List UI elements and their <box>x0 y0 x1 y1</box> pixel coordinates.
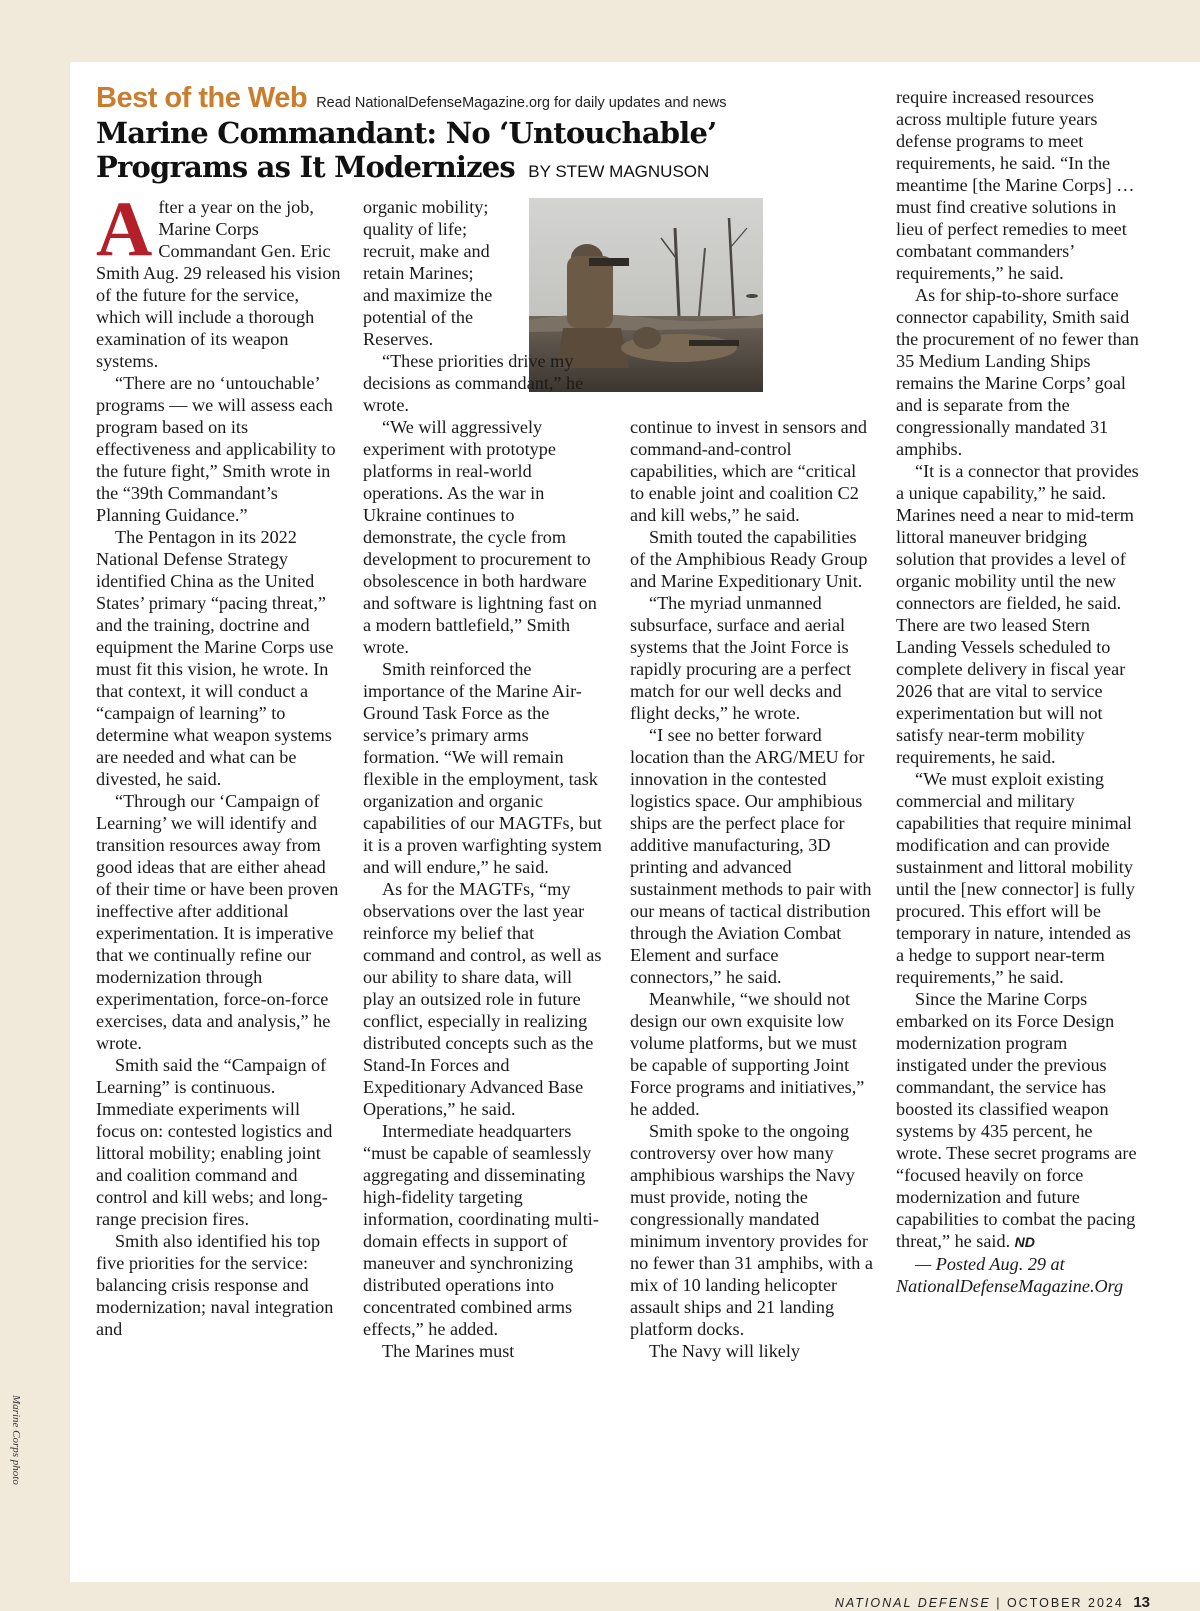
paragraph-9: Smith reinforced the importance of the Marine Air-Ground Task Force as the service’s primary arms formation. “We will remain flexible in the employment, task organization and organic capabilities of our MAGTFs, but it is a proven warfighting system and will endure,” he said. <box>363 659 602 877</box>
paragraph-10: As for the MAGTFs, “my observations over the last year reinforce my belief that command and control, as well as our ability to share data, will play an outsized role in future conflict, especially in realizing distributed concepts such as the Stand-In Forces and Expeditionary Advanced Base Operations,” he said. <box>363 879 602 1119</box>
paragraph-12-cont: continue to invest in sensors and command-and-control capabilities, which are “critical to enable joint and coalition C2 and kill webs,” he said. <box>630 417 867 525</box>
paragraph-17: Smith spoke to the ongoing controversy over how many amphibious warships the Navy must provide, noting the congressionally mandated minimum inventory provides for no fewer than 31 amphibs, with a mix of 10 landing helicopter assault ships and 21 landing platform docks. <box>630 1121 873 1339</box>
paragraph-13: Smith touted the capabilities of the Amphibious Ready Group and Marine Expeditionary Unit. <box>630 527 868 591</box>
paragraph-15: “I see no better forward location than the ARG/MEU for innovation in the contested logistics space. Our amphibious ships are the perfect place for additive manufacturing, 3D printing and advanced sustainment methods to pair with our means of tactical distribution through the Aviation Combat Element and surface connectors,” he said. <box>630 725 872 987</box>
headline-line-1: Marine Commandant: No ‘Untouchable’ <box>96 116 717 150</box>
paragraph-18-cont: require increased resources across multiple future years defense programs to meet requirements, he said. “In the meantime [the Marine Corps] … must find creative solutions in lieu of perfect remedies to meet combatant commanders’ requirements,” he said. <box>896 87 1135 283</box>
photo-credit: Marine Corps photo <box>10 1395 22 1485</box>
article-headline <box>96 116 916 189</box>
paragraph-22: Since the Marine Corps embarked on its Force Design modernization program instigated under the previous commandant, the service has boosted its classified weapon systems by 435 percent, he wrote. These secret programs are “focused heavily on force modernization and future capabilities to combat the pacing threat,” he said. ND <box>896 989 1137 1251</box>
paragraph-2: “There are no ‘untouchable’ programs — we will assess each program based on its effectiveness and applicability to the future fight,” Smith wrote in the “39th Commandant’s Planning Guidance.” <box>96 373 336 525</box>
paragraph-19: As for ship-to-shore surface connector capability, Smith said the procurement of no fewer than 35 Medium Landing Ships remains the Marine Corps’ goal and is separate from the congressionally mandated 31 amphibs. <box>896 285 1139 459</box>
text-column-2 <box>363 196 607 1362</box>
end-mark: ND <box>1014 1234 1035 1250</box>
paragraph-21: “We must exploit existing commercial and military capabilities that require minimal modification and can provide sustainment and littoral mobility until the [new connector] is fully procured. This effort will be temporary in nature, intended as a hedge to support near-term requirements,” he said. <box>896 769 1135 987</box>
text-column-4 <box>896 86 1140 1297</box>
paragraph-11: Intermediate headquarters “must be capable of seamlessly aggregating and disseminating high-fidelity targeting information, coordinating multi-domain effects in support of maneuver and synchronizing distributed operations into concentrated combined arms effects,” he added. <box>363 1121 599 1339</box>
paragraph-20: “It is a connector that provides a unique capability,” he said. Marines need a near to mid-term littoral maneuver bridging solution that provides a level of organic mobility until the new connectors are fielded, he said. There are two leased Stern Landing Vessels scheduled to complete delivery in fiscal year 2026 that are vital to service experimentation but will not satisfy near-term mobility requirements, he said. <box>896 461 1139 767</box>
headline-line-2 <box>96 150 916 189</box>
paragraph-3: The Pentagon in its 2022 National Defense Strategy identified China as the United States’ primary “pacing threat,” and the training, doctrine and equipment the Marine Corps use must fit this vision, he wrote. In that context, it will conduct a “campaign of learning” to determine what weapon systems are needed and what can be divested, he said. <box>96 527 334 789</box>
page-footer <box>835 1594 1150 1611</box>
section-subtitle: Read NationalDefenseMagazine.org for daily updates and news <box>316 95 727 111</box>
paragraph-7: “These priorities drive my decisions as commandant,” he wrote. <box>363 351 584 415</box>
publication-name: NATIONAL DEFENSE <box>834 1596 991 1610</box>
paragraph-6: Smith also identified his top five priorities for the service: balancing crisis response and modernization; naval integration and <box>96 1231 334 1339</box>
section-header <box>96 82 916 115</box>
byline: BY STEW MAGNUSON <box>528 162 710 181</box>
section-title: Best of the Web <box>96 82 308 114</box>
paragraph-1: After a year on the job, Marine Corps Commandant Gen. Eric Smith Aug. 29 released his vision of the future for the service, which will include a thorough examination of its weapon systems. <box>96 185 341 371</box>
paragraph-5: Smith said the “Campaign of Learning” is continuous. Immediate experiments will focus on: contested logistics and littoral mobility; enabling joint and coalition command and control and kill webs; and long-range precision fires. <box>96 1055 333 1229</box>
paragraph-18: The Navy will likely <box>649 1341 801 1361</box>
posted-note: — Posted Aug. 29 at NationalDefenseMagazine.Org <box>896 1254 1124 1296</box>
text-column-1 <box>96 185 342 1340</box>
drop-cap: A <box>96 185 153 272</box>
magazine-page <box>70 62 1200 1611</box>
paragraph-6-cont: organic mobility; quality of life; recruit, make and retain Marines; and maximize the potential of the Reserves. <box>363 197 493 349</box>
text-column-3 <box>630 416 874 1362</box>
paragraph-8: “We will aggressively experiment with prototype platforms in real-world operations. As the war in Ukraine continues to demonstrate, the cycle from development to procurement to obsolescence in both hardware and software is lightning fast on a modern battlefield,” Smith wrote. <box>363 417 597 657</box>
paragraph-4: “Through our ‘Campaign of Learning’ we will identify and transition resources away from good ideas that are either ahead of their time or have been proven ineffective after additional experimentation. It is imperative that we continually refine our modernization through experimentation, force-on-force exercises, data and analysis,” he wrote. <box>96 791 339 1053</box>
issue-date: OCTOBER 2024 <box>1006 1596 1124 1610</box>
page-number: 13 <box>1133 1594 1150 1611</box>
headline-line-2-text: Programs as It Modernizes <box>96 150 515 184</box>
footer-separator: | <box>996 1596 1002 1610</box>
paragraph-12: The Marines must <box>382 1341 515 1361</box>
paragraph-16: Meanwhile, “we should not design our own exquisite low volume platforms, but we must be capable of supporting Joint Force programs and initiatives,” he added. <box>630 989 865 1119</box>
paragraph-14: “The myriad unmanned subsurface, surface and aerial systems that the Joint Force is rapidly procuring are a perfect match for our well decks and flight decks,” he wrote. <box>630 593 852 723</box>
